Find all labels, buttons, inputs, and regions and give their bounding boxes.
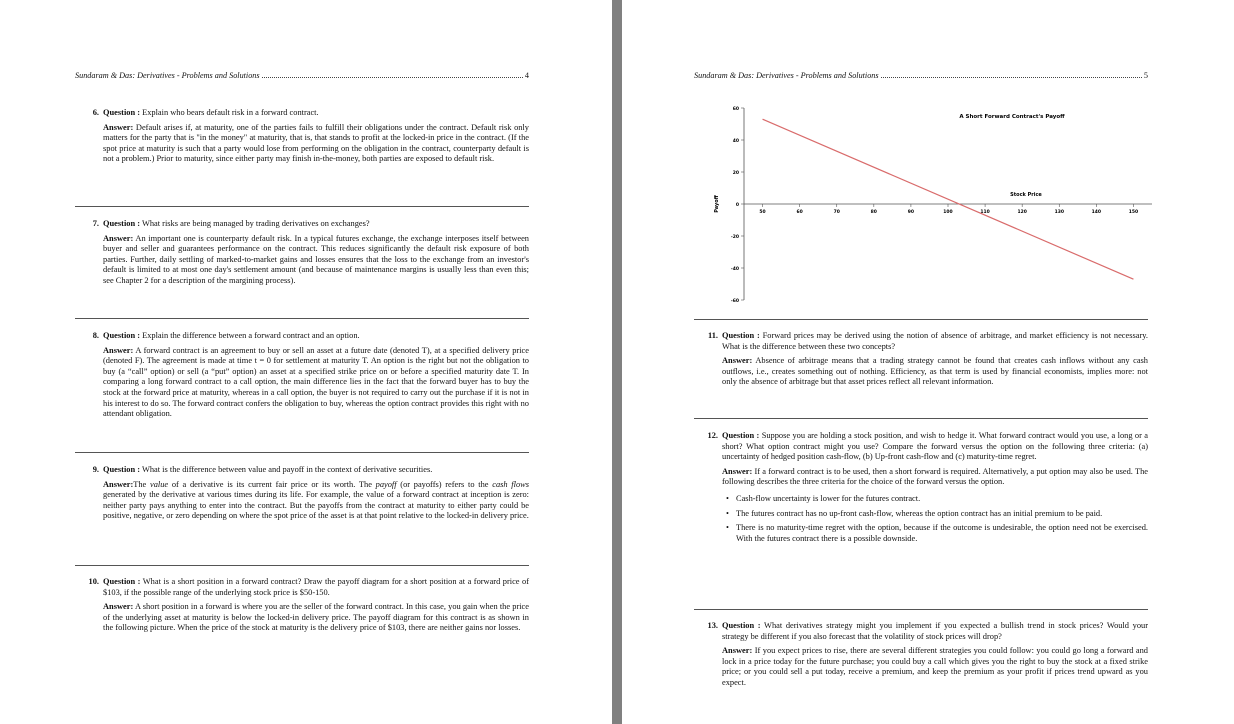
question-10 <box>75 577 529 634</box>
question-text: Explain the difference between a forward contract and an option. <box>142 331 360 340</box>
x-tick-label: 90 <box>907 210 915 215</box>
question-label: Question : <box>103 108 140 117</box>
answer-text: If a forward contract is to be used, then a short forward is required. Alternatively, a put option may also be used. The following describes the three criteria for the choice of the forward versus the option. <box>722 466 1149 487</box>
term-value: value <box>150 479 169 489</box>
x-tick-label: 120 <box>1017 210 1027 215</box>
separator-rule <box>75 206 529 207</box>
y-tick-label: 60 <box>732 107 739 112</box>
question-text: What is the difference between value and payoff in the context of derivative securities. <box>141 465 433 474</box>
question-13 <box>694 621 1148 689</box>
separator-rule <box>75 565 529 566</box>
answer-label: Answer: <box>722 356 753 366</box>
question-number: 8. <box>92 331 99 340</box>
x-tick-label: 100 <box>943 210 953 215</box>
running-header <box>694 71 1148 80</box>
x-tick-label: 130 <box>1054 210 1064 215</box>
question-6 <box>75 108 529 165</box>
y-tick-label: -40 <box>730 267 739 272</box>
question-number: 13. <box>707 621 718 630</box>
question-text: Forward prices may be derived using the notion of absence of arbitrage, and market efficiency is not necessary. What is the difference between these two concepts? <box>722 331 1148 351</box>
question-text: Explain who bears default risk in a forward contract. <box>142 108 319 117</box>
x-axis-label: Stock Price <box>1010 192 1042 198</box>
header-leader <box>262 76 523 78</box>
header-leader <box>881 76 1142 78</box>
x-tick-label: 110 <box>980 210 990 215</box>
answer-label: Answer: <box>103 479 134 489</box>
question-number: 12. <box>707 431 718 440</box>
answer-text: (or payoffs) refers to the <box>396 479 493 489</box>
question-number: 7. <box>92 219 99 228</box>
y-axis-label: Payoff <box>714 195 720 213</box>
answer-label: Answer: <box>722 646 753 656</box>
question-text: What risks are being managed by trading derivatives on exchanges? <box>141 219 370 228</box>
separator-rule <box>694 418 1148 419</box>
x-tick-label: 150 <box>1128 210 1139 215</box>
y-tick-label: -20 <box>730 235 739 240</box>
term-payoff: payoff <box>375 479 397 489</box>
question-8 <box>75 331 529 420</box>
answer-label: Answer: <box>722 466 753 476</box>
x-tick-label: 60 <box>796 210 803 215</box>
x-tick-label: 80 <box>870 210 877 215</box>
payoff-chart <box>702 100 1154 305</box>
question-text: What derivatives strategy might you implement if you expected a bullish trend in stock prices? Would your strategy be different if you also forecast that the volatility of stock prices will drop? <box>722 621 1148 641</box>
header-title: Sundaram & Das: Derivatives - Problems and Solutions <box>694 71 879 80</box>
answer-label: Answer: <box>103 345 134 355</box>
question-text: What is a short position in a forward contract? Draw the payoff diagram for a short position at a forward price of $103, if the possible range of the underlying stock price is $50-150. <box>103 577 529 597</box>
page-left <box>0 0 612 724</box>
list-item: • The futures contract has no up-front cash-flow, whereas the option contract has an initial premium to be paid. <box>736 509 1148 520</box>
answer-text: Default arises if, at maturity, one of the parties fails to fulfill their obligations under the contract. Default risk only matters for the party that is "in the money" at maturity, that is, that stands to profit at the locked-in price in the contract. (If the spot price at maturity is such that a party would lose from performing on the obligation in the contract, counterparty default is not a problem.) Prior to maturity, since either party may finish in-the-money, both parties are exposed to default risk. <box>103 122 529 164</box>
page-number: 5 <box>1143 71 1148 80</box>
chart-title: A Short Forward Contract's Payoff <box>959 114 1065 120</box>
answer-text: Absence of arbitrage means that a trading strategy cannot be found that creates cash inflows without any cash outflows, i.e., creates something out of nothing. Efficiency, as that term is used by financial economists, implies more: not only the absence of arbitrage but that asset prices reflect all relevant information. <box>722 356 1148 387</box>
answer-text: generated by the derivative at various times during its life. For example, the value of a forward contract at inception is zero: neither party pays anything to enter into the contract. But the payoffs from the contract at maturity to either party could be positive, negative, or zero depending on where the spot price of the asset is at that point relative to the locked-in delivery price. <box>103 490 529 521</box>
y-tick-label: 40 <box>732 139 739 144</box>
term-cash-flows: cash flows <box>492 479 529 489</box>
answer-label: Answer: <box>103 602 134 612</box>
question-label: Question : <box>103 465 140 474</box>
answer-text: If you expect prices to rise, there are several different strategies you could follow: you could go long a forward and lock in a price today for the future purchase; you could buy a call which gives you the right to buy the stock at a fixed strike price; or you could sell a put today, receive a premium, and keep the premium as your profit if prices trend upward as you expect. <box>722 646 1148 687</box>
separator-rule <box>75 452 529 453</box>
question-label: Question : <box>103 331 140 340</box>
answer-text: A short position in a forward is where you are the seller of the forward contract. In this case, you gain when the price of the underlying asset at maturity is below the locked-in delivery price. The payoff diagram for this contract is as shown in the following picture. When the price of the stock at maturity is the delivery price of $103, there are neither gains nor losses. <box>103 602 529 633</box>
separator-rule <box>694 319 1148 320</box>
y-tick-label: 20 <box>732 171 739 176</box>
question-number: 10. <box>88 577 99 586</box>
question-11 <box>694 331 1148 388</box>
question-12 <box>694 431 1148 548</box>
answer-label: Answer: <box>103 233 134 243</box>
x-tick-label: 50 <box>759 210 766 215</box>
question-label: Question : <box>722 431 760 440</box>
running-header <box>75 71 529 80</box>
question-text: Suppose you are holding a stock position, and wish to hedge it. What forward contract would you use, a long or a short? What option contract might you use? Compare the forward versus the option on the following three criteria: (a) uncertainty of hedged position cash-flow, (b) Up-front cash-flow and (c) maturity-time regret. <box>722 431 1148 462</box>
question-label: Question : <box>103 219 140 228</box>
criteria-list <box>736 494 1148 544</box>
header-title: Sundaram & Das: Derivatives - Problems and Solutions <box>75 71 260 80</box>
question-9 <box>75 465 529 522</box>
question-7 <box>75 219 529 287</box>
page-right <box>622 0 1234 724</box>
answer-text: The <box>133 479 150 489</box>
answer-text: A forward contract is an agreement to buy or sell an asset at a future date (denoted T), at a specified delivery price (denoted F). The agreement is made at time t = 0 for settlement at maturity T. An option is the right but not the obligation to buy (a “call” option) or sell (a “put” option) an asset at a specified strike price on or before a specified maturity date T. In comparing a long forward contract to a call option, the main difference lies in the fact that the forward buyer has to buy the stock at the forward price at maturity, whereas in a call option, the buyer is not required to carry out the purchase if it is not in his interest to do so. The forward contract confers the obligation to buy, whereas the option contract provides this right with no attendant obligation. <box>103 345 529 419</box>
separator-rule <box>694 609 1148 610</box>
page-number: 4 <box>524 71 529 80</box>
question-label: Question : <box>722 331 760 340</box>
question-number: 9. <box>92 465 99 474</box>
x-tick-label: 70 <box>833 210 840 215</box>
list-item: • There is no maturity-time regret with the option, because if the outcome is undesirable, the option need not be exercised. With the futures contract there is a possible downside. <box>736 523 1148 544</box>
x-tick-label: 140 <box>1091 210 1102 215</box>
list-item: • Cash-flow uncertainty is lower for the futures contract. <box>736 494 1148 505</box>
question-label: Question : <box>722 621 761 630</box>
question-number: 6. <box>92 108 99 117</box>
answer-label: Answer: <box>103 122 134 132</box>
y-tick-label: -60 <box>730 299 739 304</box>
payoff-line <box>763 119 1134 279</box>
question-label: Question : <box>103 577 141 586</box>
answer-text: An important one is counterparty default risk. In a typical futures exchange, the exchange interposes itself between buyer and seller and guarantees performance on the contract. This reduces significantly the default risk exposure of both parties. Further, daily settling of marked-to-market gains and losses ensures that the loss to the exchange from an investor's default is limited to at most one day's settlement amount (and because of maintenance margins is usually less than even this; see Chapter 2 for a description of the margining process). <box>103 233 529 285</box>
question-number: 11. <box>707 331 718 340</box>
separator-rule <box>75 318 529 319</box>
y-tick-label: 0 <box>735 203 739 208</box>
answer-text: of a derivative is its current fair price or its worth. The <box>168 479 376 489</box>
